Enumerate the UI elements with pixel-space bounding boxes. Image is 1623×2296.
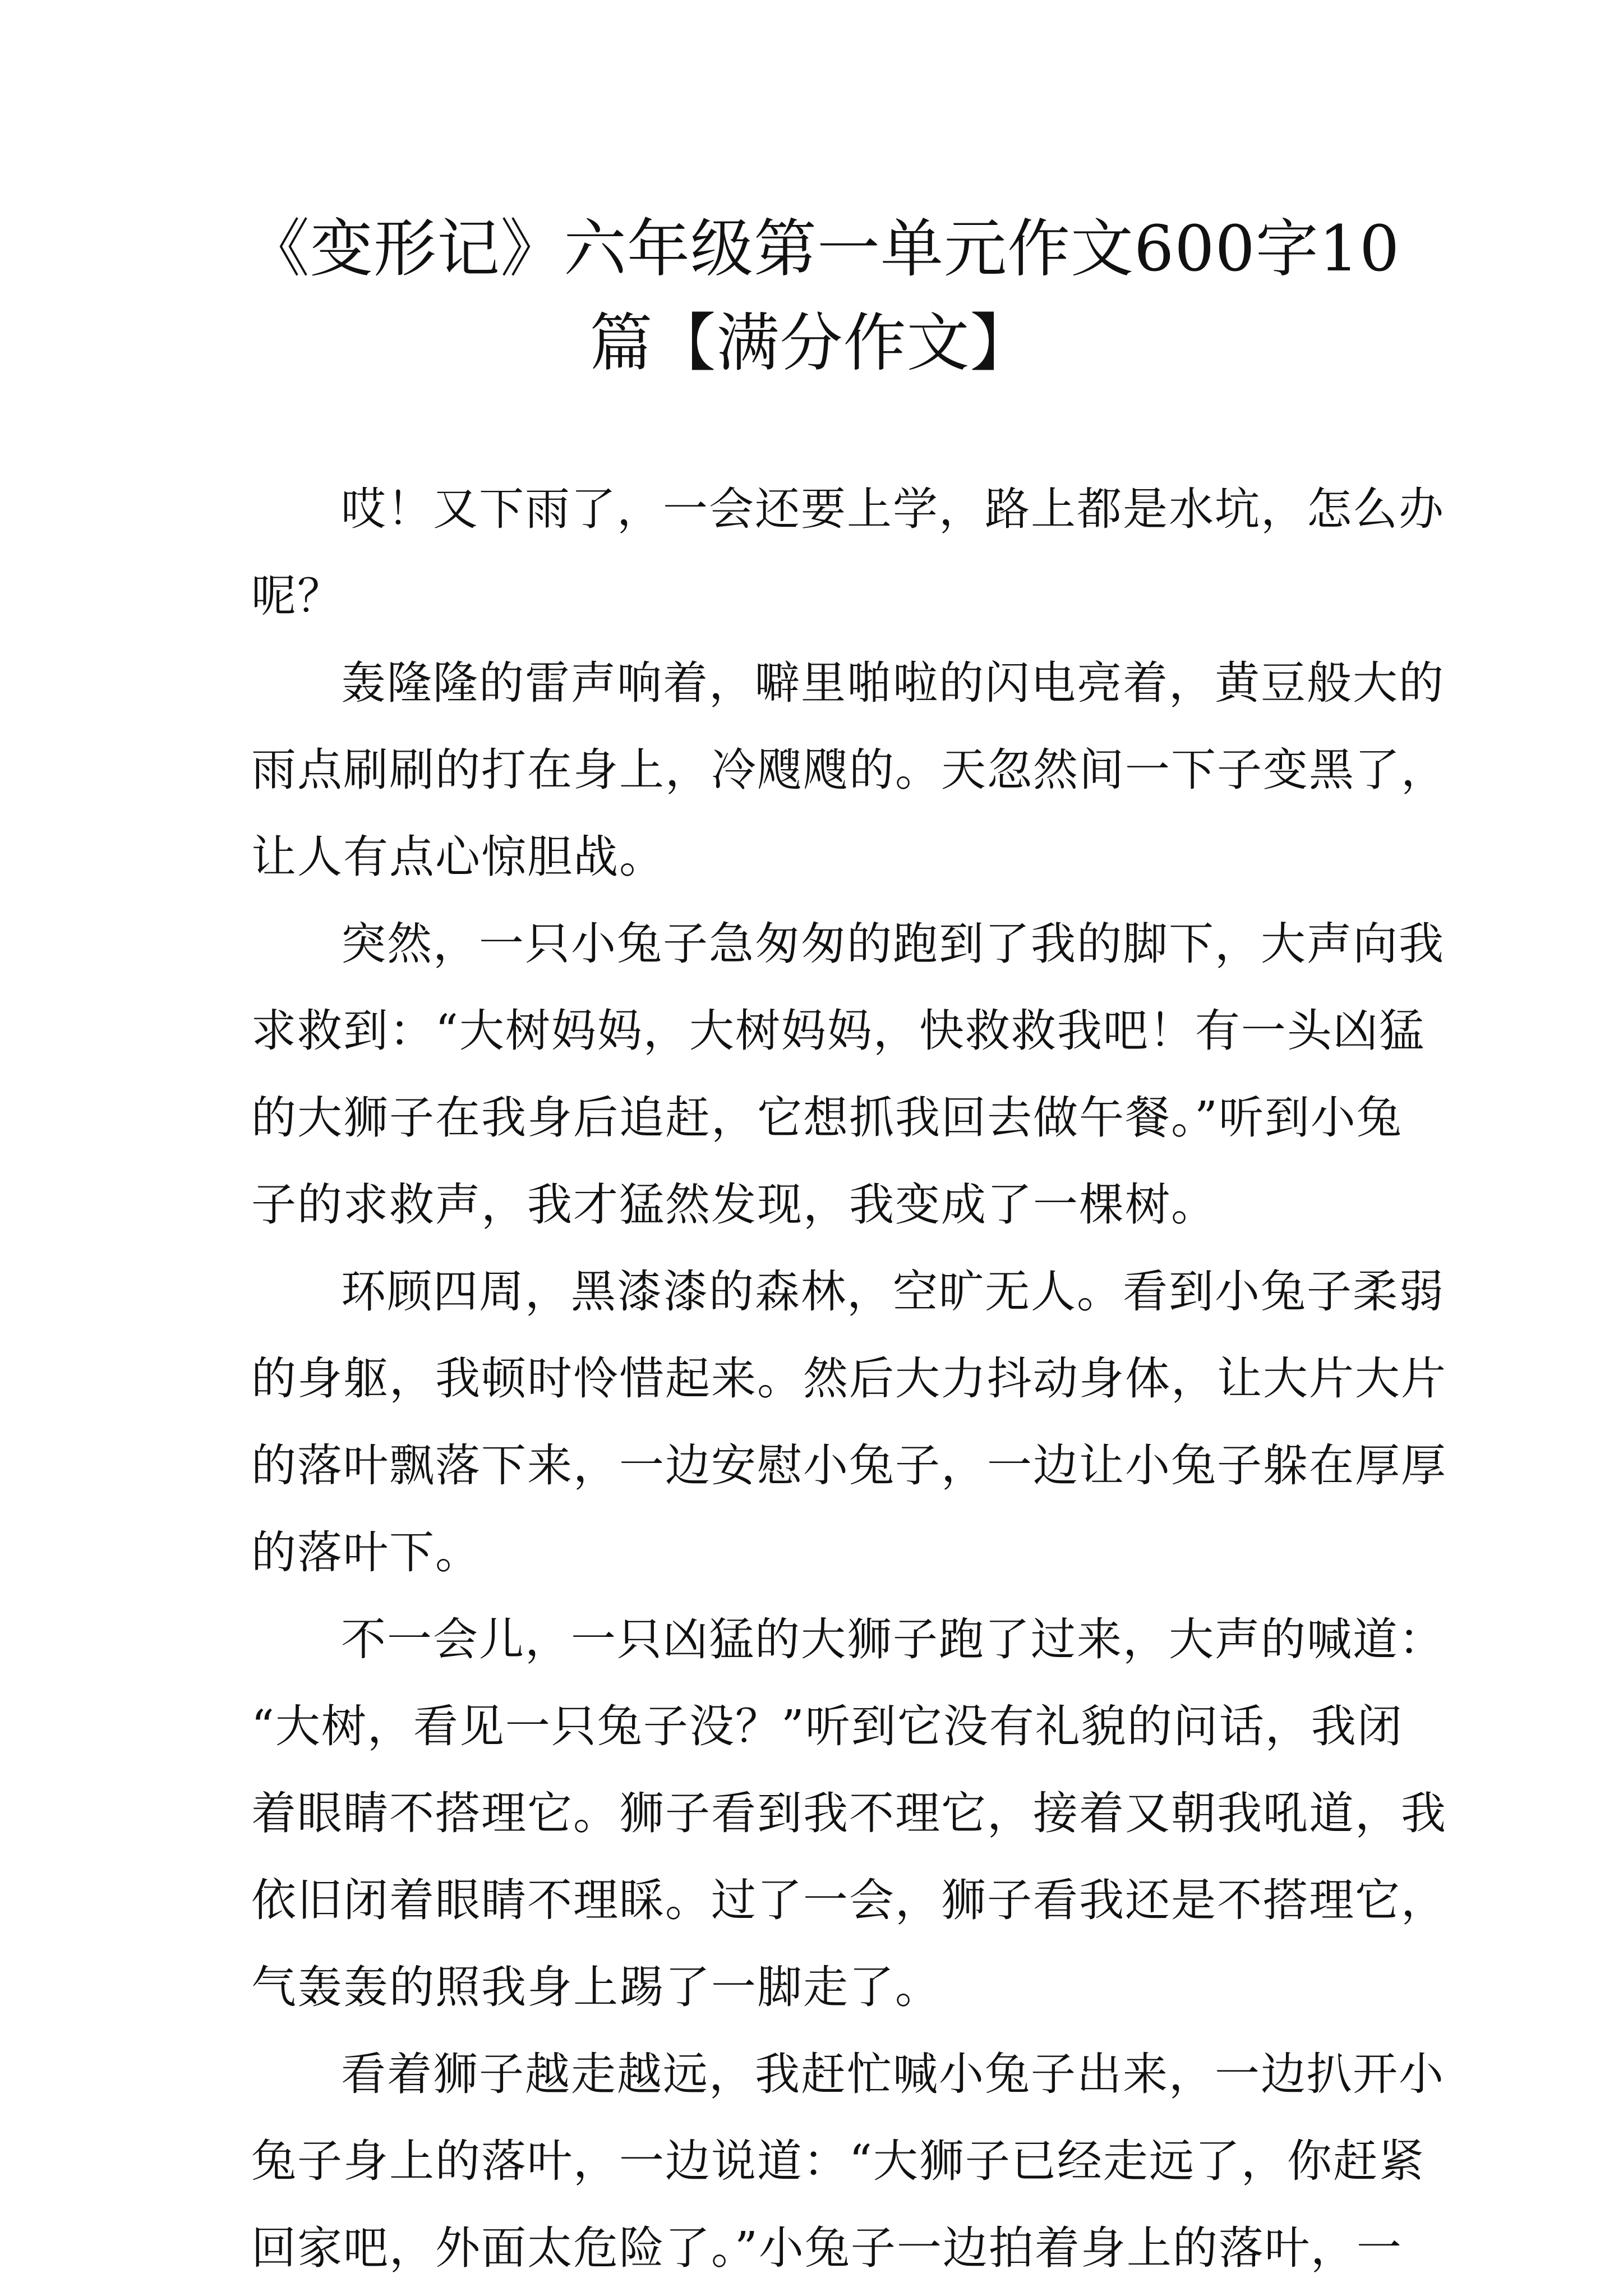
text-line: 回家吧，外面太危险了。”小兔子一边拍着身上的落叶，一 bbox=[251, 2222, 1403, 2274]
text-line: 不一会儿，一只凶猛的大狮子跑了过来，大声的喊道： bbox=[341, 1613, 1445, 1665]
text-line: 兔子身上的落叶，一边说道：“大狮子已经走远了，你赶紧 bbox=[251, 2135, 1425, 2187]
title-line: 篇【满分作文】 bbox=[589, 307, 1034, 380]
text-line: 的落叶下。 bbox=[251, 1526, 481, 1579]
title-line: 《变形记》六年级第一单元作文600字10 bbox=[247, 213, 1400, 286]
text-line: 轰隆隆的雷声响着，噼里啪啦的闪电亮着，黄豆般大的 bbox=[341, 657, 1445, 709]
text-line: 的落叶飘落下来，一边安慰小兔子，一边让小兔子躲在厚厚 bbox=[251, 1439, 1447, 1492]
text-line: 雨点刷刷的打在身上，冷飕飕的。天忽然间一下子变黑了， bbox=[251, 744, 1447, 796]
text-line: 依旧闭着眼睛不理睬。过了一会，狮子看我还是不搭理它， bbox=[251, 1874, 1447, 1926]
paragraph bbox=[251, 1248, 1447, 1596]
text-line: “大树，看见一只兔子没？”听到它没有礼貌的问话，我闭 bbox=[251, 1700, 1403, 1752]
paragraph bbox=[251, 2031, 1445, 2292]
document-title bbox=[247, 202, 1400, 390]
paragraph bbox=[251, 1596, 1447, 2031]
paragraph bbox=[251, 466, 1445, 639]
text-line: 哎！又下雨了，一会还要上学，路上都是水坑，怎么办 bbox=[341, 483, 1445, 535]
document-body bbox=[251, 466, 1447, 2292]
paragraph bbox=[251, 639, 1447, 900]
text-line: 子的求救声，我才猛然发现，我变成了一棵树。 bbox=[251, 1179, 1217, 1231]
text-line: 看着狮子越走越远，我赶忙喊小兔子出来，一边扒开小 bbox=[341, 2048, 1445, 2100]
paragraph bbox=[251, 900, 1445, 1248]
text-line: 呢？ bbox=[251, 570, 343, 622]
text-line: 环顾四周，黑漆漆的森林，空旷无人。看到小兔子柔弱 bbox=[341, 1266, 1445, 1318]
text-line: 求救到：“大树妈妈，大树妈妈，快救救我吧！有一头凶猛 bbox=[251, 1005, 1425, 1057]
text-line: 着眼睛不搭理它。狮子看到我不理它，接着又朝我吼道，我 bbox=[251, 1787, 1447, 1839]
text-line: 的大狮子在我身后追赶，它想抓我回去做午餐。”听到小兔 bbox=[251, 1092, 1403, 1144]
text-line: 的身躯，我顿时怜惜起来。然后大力抖动身体，让大片大片 bbox=[251, 1352, 1447, 1405]
text-line: 让人有点心惊胆战。 bbox=[251, 831, 665, 883]
text-line: 突然，一只小兔子急匆匆的跑到了我的脚下，大声向我 bbox=[341, 918, 1445, 970]
text-line: 气轰轰的照我身上踢了一脚走了。 bbox=[251, 1961, 941, 2013]
